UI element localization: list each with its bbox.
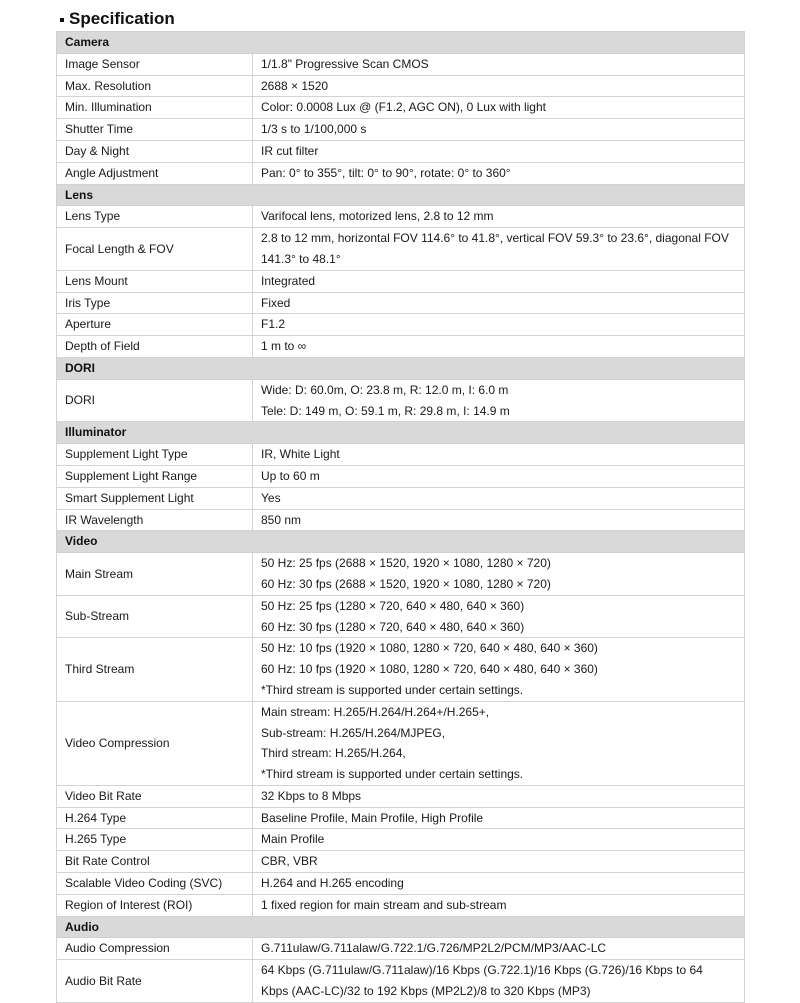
section-header (57, 32, 745, 54)
spec-label: Min. Illumination (57, 97, 253, 119)
spec-label: H.264 Type (57, 807, 253, 829)
section-title: Lens (57, 184, 745, 206)
section-title: Camera (57, 32, 745, 54)
spec-value (253, 701, 745, 785)
spec-value (253, 894, 745, 916)
spec-label: Iris Type (57, 292, 253, 314)
spec-value-line: Integrated (261, 273, 316, 288)
table-row (57, 487, 745, 509)
spec-label: Lens Type (57, 206, 253, 228)
spec-label: Shutter Time (57, 119, 253, 141)
spec-table-body (57, 32, 745, 1003)
spec-table (56, 31, 745, 1003)
spec-label: Scalable Video Coding (SVC) (57, 873, 253, 895)
spec-value (253, 206, 745, 228)
table-row (57, 228, 745, 271)
spec-label: Aperture (57, 314, 253, 336)
spec-label: Day & Night (57, 140, 253, 162)
spec-value (253, 97, 745, 119)
spec-label: Region of Interest (ROI) (57, 894, 253, 916)
spec-value-line: G.711ulaw/G.711alaw/G.722.1/G.726/MP2L2/PCM/MP3/AAC-LC (261, 941, 607, 956)
spec-label: Supplement Light Type (57, 444, 253, 466)
spec-value (253, 509, 745, 531)
table-row (57, 97, 745, 119)
spec-value-line: H.264 and H.265 encoding (261, 876, 404, 891)
spec-value (253, 75, 745, 97)
table-row (57, 873, 745, 895)
spec-value-line: Tele: D: 149 m, O: 59.1 m, R: 29.8 m, I: 14.9 m (261, 403, 510, 418)
spec-label: Focal Length & FOV (57, 228, 253, 271)
spec-label: Depth of Field (57, 336, 253, 358)
spec-label: Third Stream (57, 638, 253, 701)
table-row (57, 785, 745, 807)
table-row (57, 938, 745, 960)
table-row (57, 119, 745, 141)
spec-value-line: Third stream: H.265/H.264, (261, 746, 406, 761)
spec-value-line: 1/3 s to 1/100,000 s (261, 122, 367, 137)
spec-value-line: Varifocal lens, motorized lens, 2.8 to 12 mm (261, 209, 494, 224)
table-row (57, 162, 745, 184)
spec-value-line: 2.8 to 12 mm, horizontal FOV 114.6° to 41.8°, vertical FOV 59.3° to 23.6°, diagonal FOV (261, 231, 729, 246)
spec-value (253, 270, 745, 292)
spec-value (253, 292, 745, 314)
table-row (57, 140, 745, 162)
table-row (57, 75, 745, 97)
spec-label: Audio Bit Rate (57, 960, 253, 1003)
spec-value-line: Yes (261, 490, 281, 505)
spec-label: Max. Resolution (57, 75, 253, 97)
table-row (57, 595, 745, 638)
table-row (57, 270, 745, 292)
spec-value-line: Pan: 0° to 355°, tilt: 0° to 90°, rotate: 0° to 360° (261, 165, 511, 180)
spec-value (253, 162, 745, 184)
spec-value-line: Wide: D: 60.0m, O: 23.8 m, R: 12.0 m, I: 6.0 m (261, 382, 509, 397)
spec-value-line: 850 nm (261, 512, 302, 527)
spec-value-line: Kbps (AAC-LC)/32 to 192 Kbps (MP2L2)/8 to 320 Kbps (MP3) (261, 984, 591, 999)
section-header (57, 422, 745, 444)
spec-label: Supplement Light Range (57, 465, 253, 487)
spec-value (253, 638, 745, 701)
spec-value-line: 64 Kbps (G.711ulaw/G.711alaw)/16 Kbps (G.722.1)/16 Kbps (G.726)/16 Kbps to 64 (261, 963, 703, 978)
section-title: Video (57, 531, 745, 553)
table-row (57, 960, 745, 1003)
spec-value (253, 829, 745, 851)
spec-value-line: Sub-stream: H.265/H.264/MJPEG, (261, 725, 446, 740)
table-row (57, 701, 745, 785)
table-row (57, 894, 745, 916)
spec-value (253, 379, 745, 422)
spec-label: Audio Compression (57, 938, 253, 960)
spec-value-line: 60 Hz: 30 fps (2688 × 1520, 1920 × 1080, 1280 × 720) (261, 576, 551, 591)
spec-label: Smart Supplement Light (57, 487, 253, 509)
spec-value-line: 60 Hz: 10 fps (1920 × 1080, 1280 × 720, 640 × 480, 640 × 360) (261, 662, 598, 677)
section-header (57, 531, 745, 553)
spec-value-line: Baseline Profile, Main Profile, High Profile (261, 810, 484, 825)
table-row (57, 851, 745, 873)
spec-value (253, 465, 745, 487)
section-header (57, 916, 745, 938)
spec-value-line: *Third stream is supported under certain settings. (261, 767, 524, 782)
spec-value-line: 32 Kbps to 8 Mbps (261, 788, 362, 803)
spec-value (253, 53, 745, 75)
spec-value (253, 228, 745, 271)
spec-label: Image Sensor (57, 53, 253, 75)
table-row (57, 336, 745, 358)
spec-label: Video Bit Rate (57, 785, 253, 807)
table-row (57, 53, 745, 75)
spec-value-line: *Third stream is supported under certain settings. (261, 682, 524, 697)
spec-value-line: 2688 × 1520 (261, 78, 329, 93)
spec-value-line: Fixed (261, 295, 291, 310)
table-row (57, 465, 745, 487)
spec-label: Bit Rate Control (57, 851, 253, 873)
section-header (57, 184, 745, 206)
spec-label: H.265 Type (57, 829, 253, 851)
spec-value (253, 444, 745, 466)
spec-value-line: F1.2 (261, 317, 286, 332)
spec-label: Lens Mount (57, 270, 253, 292)
table-row (57, 444, 745, 466)
spec-label: DORI (57, 379, 253, 422)
spec-value-line: CBR, VBR (261, 854, 318, 869)
spec-value-line: 50 Hz: 10 fps (1920 × 1080, 1280 × 720, 640 × 480, 640 × 360) (261, 641, 598, 656)
spec-label: Angle Adjustment (57, 162, 253, 184)
table-row (57, 314, 745, 336)
spec-value-line: Up to 60 m (261, 468, 320, 483)
title-bullet-icon (60, 18, 64, 22)
page-title (60, 9, 175, 29)
spec-value-line: 50 Hz: 25 fps (1280 × 720, 640 × 480, 640 × 360) (261, 598, 525, 613)
spec-label: Video Compression (57, 701, 253, 785)
table-row (57, 638, 745, 701)
spec-value (253, 553, 745, 596)
spec-value-line: 60 Hz: 30 fps (1280 × 720, 640 × 480, 640 × 360) (261, 619, 525, 634)
spec-value-line: IR cut filter (261, 143, 319, 158)
table-row (57, 829, 745, 851)
page-title-text: Specification (69, 9, 175, 28)
spec-value-line: 1/1.8" Progressive Scan CMOS (261, 56, 429, 71)
spec-value (253, 873, 745, 895)
table-row (57, 807, 745, 829)
spec-value (253, 336, 745, 358)
table-row (57, 292, 745, 314)
spec-value (253, 314, 745, 336)
spec-value (253, 938, 745, 960)
spec-value (253, 140, 745, 162)
spec-value (253, 785, 745, 807)
spec-value (253, 487, 745, 509)
section-title: DORI (57, 357, 745, 379)
spec-value-line: Main stream: H.265/H.264/H.264+/H.265+, (261, 704, 490, 719)
spec-label: Sub-Stream (57, 595, 253, 638)
spec-value-line: Main Profile (261, 832, 325, 847)
spec-label: IR Wavelength (57, 509, 253, 531)
section-title: Audio (57, 916, 745, 938)
spec-value (253, 119, 745, 141)
table-row (57, 553, 745, 596)
spec-value-line: 1 m to ∞ (261, 339, 307, 354)
section-title: Illuminator (57, 422, 745, 444)
spec-value (253, 960, 745, 1003)
spec-value-line: Color: 0.0008 Lux @ (F1.2, AGC ON), 0 Lux with light (261, 100, 546, 115)
spec-value (253, 807, 745, 829)
spec-value-line: IR, White Light (261, 447, 340, 462)
section-header (57, 357, 745, 379)
spec-value-line: 50 Hz: 25 fps (2688 × 1520, 1920 × 1080, 1280 × 720) (261, 556, 551, 571)
table-row (57, 509, 745, 531)
spec-value-line: 141.3° to 48.1° (261, 251, 341, 266)
spec-value-line: 1 fixed region for main stream and sub-stream (261, 897, 507, 912)
spec-value (253, 595, 745, 638)
table-row (57, 379, 745, 422)
spec-value (253, 851, 745, 873)
table-row (57, 206, 745, 228)
spec-label: Main Stream (57, 553, 253, 596)
